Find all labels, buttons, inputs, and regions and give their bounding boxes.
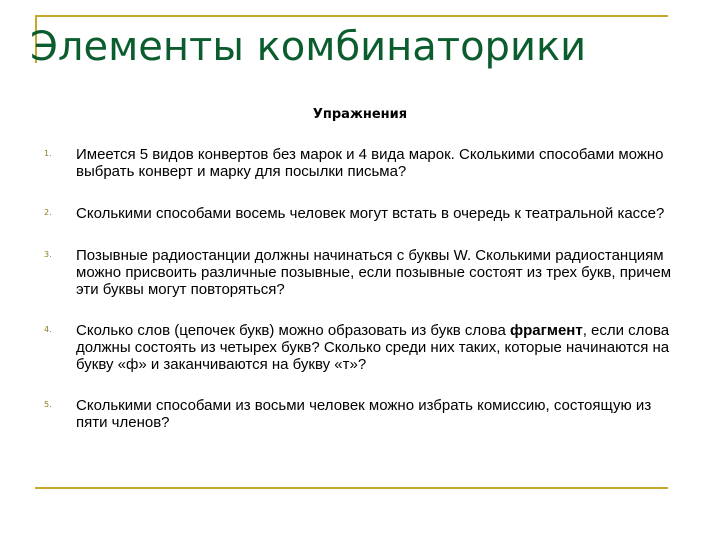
exercise-number: 1. <box>44 149 52 158</box>
top-rule <box>35 15 668 17</box>
exercise-number: 4. <box>44 325 52 334</box>
exercise-list <box>44 146 684 456</box>
exercise-text: Сколькими способами восемь человек могут встать в очередь к театральной кассе? <box>76 205 665 222</box>
exercise-item-4 <box>44 322 684 373</box>
exercise-number: 3. <box>44 250 52 259</box>
section-heading: Упражнения <box>312 107 408 122</box>
exercise-number: 5. <box>44 400 52 409</box>
exercise-item-5 <box>44 397 684 431</box>
exercise-text-end: , если слова должны состоять из четырех букв? Сколько среди них таких, которые начинаются на букву «ф» и заканчиваются на букву «т»? <box>76 322 670 373</box>
exercise-text-start: Сколько слов (цепочек букв) можно образовать из букв слова <box>76 322 510 339</box>
exercise-text: Имеется 5 видов конвертов без марок и 4 вида марок. Сколькими способами можно выбрать конверт и марку для посылки письма? <box>76 146 664 180</box>
slide-title: Элементы комбинаторики <box>30 24 587 70</box>
bottom-rule <box>35 487 668 489</box>
exercise-keyword: фрагмент <box>509 322 583 339</box>
exercise-number: 2. <box>44 208 52 217</box>
exercise-text: Сколькими способами из восьми человек можно избрать комиссию, состоящую из пяти членов? <box>76 397 652 431</box>
exercise-item-3 <box>44 247 684 298</box>
exercise-item-1 <box>44 146 684 180</box>
exercise-item-2 <box>44 205 684 222</box>
exercise-text: Позывные радиостанции должны начинаться с буквы W. Сколькими радиостанциям можно присвоить различные позывные, если позывные состоят из трех букв, причем эти буквы могут повторяться? <box>76 247 672 298</box>
